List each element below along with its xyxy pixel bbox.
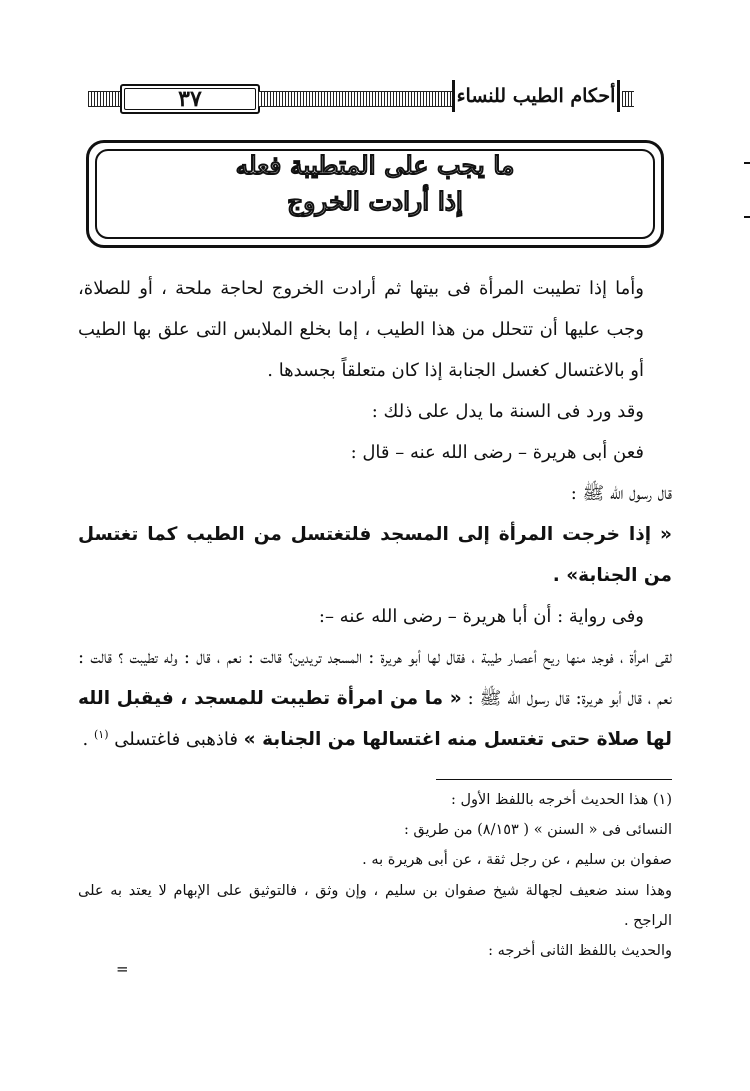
paragraph: قال رسول الله ﷺ :: [570, 483, 672, 504]
narrative-text: فاذهبى فاغتسلى: [114, 729, 238, 750]
page-number: ٣٧: [178, 86, 202, 112]
chapter-title-frame: [86, 140, 664, 248]
narrative-text: لقى امرأة ، فوجد منها ريح أعصار طيبة ، فقال لها أبو هريرة : المسجد تريدين؟ قالت : نعم ، قال : وله تطيبت ؟ قالت : نعم ، قال أبو هريرة: قال رسول الله ﷺ :: [78, 647, 672, 709]
footnote-line: وهذا سند ضعيف لجهالة شيخ صفوان بن سليم ، وإن وثق ، فالتوثيق على الإبهام لا يعتد به على الراجح .: [78, 882, 672, 929]
margin-tick-mark: [744, 162, 750, 164]
footnote-line: والحديث باللفظ الثانى أخرجه :: [488, 943, 672, 960]
running-title: أحكام الطيب للنساء: [452, 80, 620, 112]
paragraph: وفى رواية : أن أبا هريرة – رضى الله عنه –:: [318, 606, 644, 627]
sentence-end: .: [82, 729, 89, 750]
hadith-quote: « ما من امرأة تطيبت للمسجد ، فيقبل الله لها صلاة حتى تغتسل منه اغتسالها من الجنابة »: [78, 688, 672, 750]
header-ornament-left: [88, 91, 120, 107]
body-text: [78, 268, 672, 760]
header-ornament-right: [622, 91, 634, 107]
page-number-box: [120, 84, 260, 114]
footnote-line: النسائى فى « السنن » ( ٨/١٥٣) من طريق :: [403, 822, 672, 839]
footnote-line: صفوان بن سليم ، عن رجل ثقة ، عن أبى هريرة به .: [362, 852, 672, 869]
hadith-quote: « إذا خرجت المرأة إلى المسجد فلتغتسل من الطيب كما تغتسل من الجنابة» .: [78, 524, 672, 586]
chapter-title-line-1: ما يجب على المتطيبة فعله: [235, 151, 515, 180]
running-header: [88, 84, 634, 112]
paragraph: فعن أبى هريرة – رضى الله عنه – قال :: [350, 442, 644, 463]
paragraph: وأما إذا تطيبت المرأة فى بيتها ثم أرادت الخروج لحاجة ملحة ، أو للصلاة، وجب عليها أن تتحلل من هذا الطيب ، إما بخلع الملابس التى علق بها الطيب أو بالاغتسال كغسل الجنابة إذا كان متعلقاً بجسدها .: [78, 278, 644, 381]
margin-tick-mark: [744, 216, 750, 218]
paragraph: وقد ورد فى السنة ما يدل على ذلك :: [371, 401, 644, 422]
continuation-mark: =: [116, 960, 129, 978]
footnote-reference: (١): [93, 728, 109, 741]
footnote-separator: [436, 779, 672, 780]
paragraph: [78, 637, 672, 760]
footnotes: [78, 785, 672, 966]
footnote-line: (١) هذا الحديث أخرجه باللفظ الأول :: [451, 792, 672, 808]
chapter-title-line-2: إذا أرادت الخروج: [287, 187, 463, 216]
